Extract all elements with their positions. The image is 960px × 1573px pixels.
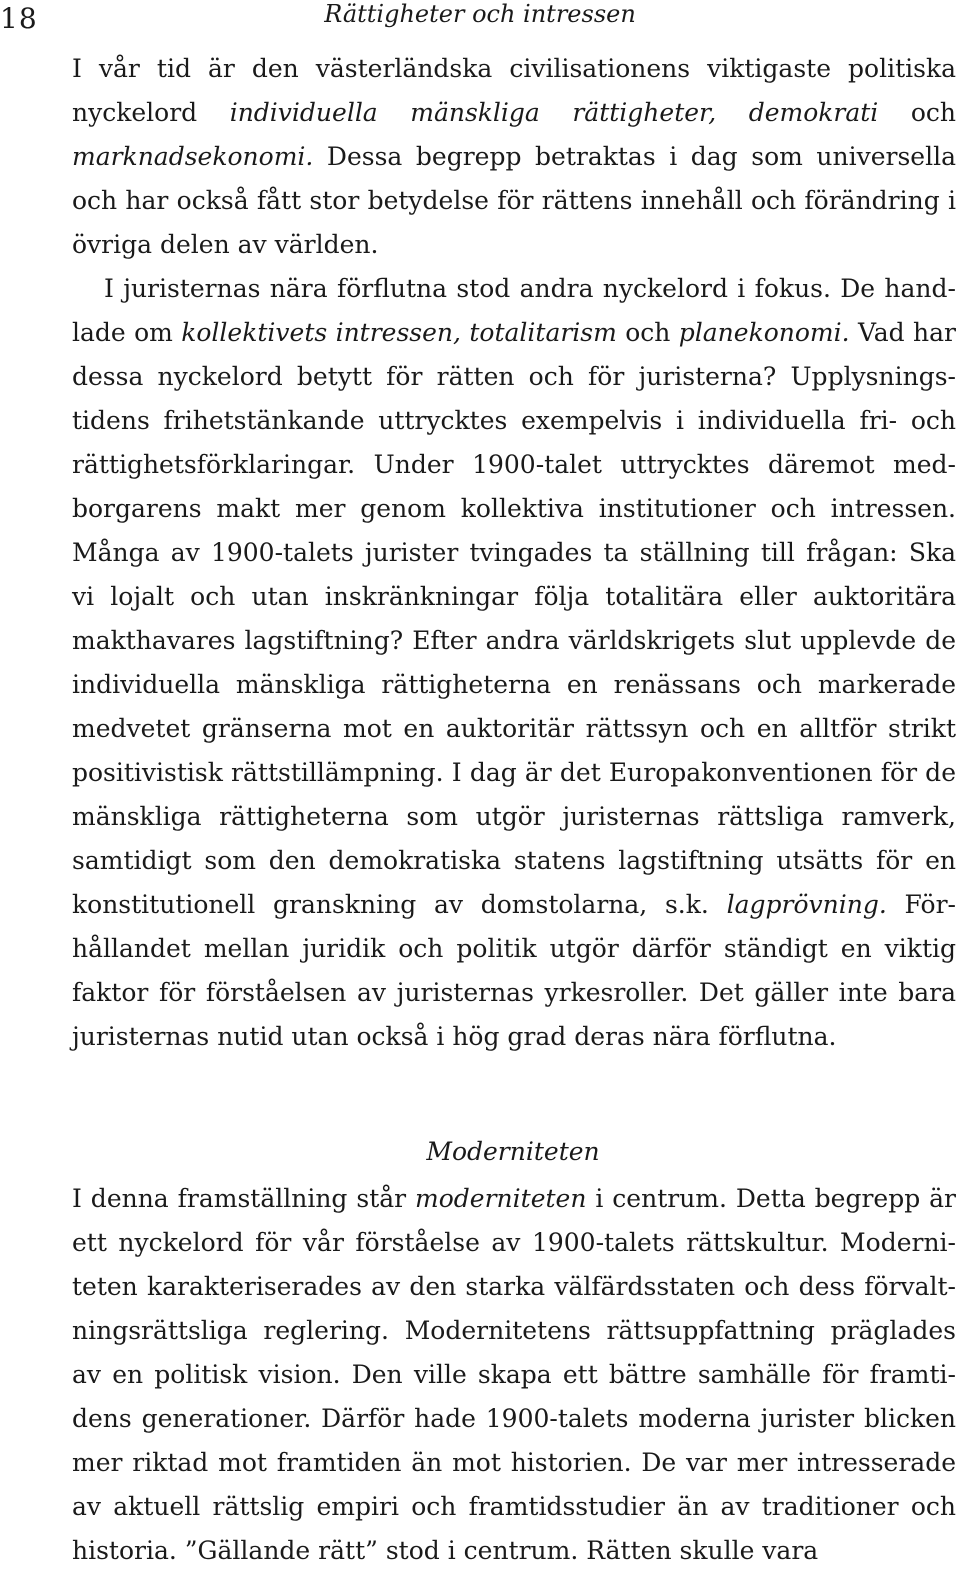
paragraph-intro — [72, 47, 956, 267]
text-run: och — [878, 98, 956, 127]
emphasis-run: individuella mänskliga rättigheter, demokrati — [229, 98, 879, 127]
body-text-bottom — [72, 1177, 956, 1573]
emphasis-run: lagprövning. — [726, 890, 887, 919]
text-run: och — [616, 318, 679, 347]
paragraph-modernity — [72, 1177, 956, 1573]
emphasis-run: marknadsekonomi. — [72, 142, 314, 171]
text-run: Vad har dessa nyckelord betytt för rätten och för juristerna? Upplysningstidens frihetstänkande uttrycktes exempelvis i individuella fri- och rättighetsförklaringar. Under 1900-talet uttrycktes däremot medborgarens makt mer genom kollektiva institutioner och intressen. Många av 1900-talets jurister tvingades ta ställning till frågan: Ska vi lojalt och utan inskränkningar följa totalitära eller auktoritära makthavares lagstiftning? Efter andra världskrigets slut upplevde de individuella mänskliga rättigheterna en renässans och markerade medvetet gränserna mot en auktoritär rättssyn och en alltför strikt positivistisk rättstillämpning. I dag är det Europakonventionen för de mänskliga rättigheterna som utgör juristernas rättsliga ramverk, samtidigt som den demokratiska statens lagstiftning utsätts för en konstitutionell granskning av domstolarna, s.k. — [72, 318, 956, 919]
text-run: I juristernas nära förflutna stod andra nyckelord i fokus. De handlade om — [72, 274, 956, 347]
text-run: i centrum. Detta begrepp är ett nyckelord för vår förståelse av 1900-talets rättskultur. Moderniteten karakteriserades av den starka välfärdsstaten och dess förvaltningsrättsliga reglering. Modernitetens rättsuppfattning präglades av en politisk vision. Den ville skapa ett bättre samhälle för framtidens generationer. Därför hade 1900-talets moderna jurister blicken mer riktad mot framtiden än mot historien. De var mer intresserade av aktuell rättslig empiri och framtidsstudier än av traditioner och historia. ”Gällande rätt” stod i centrum. Rätten skulle vara — [72, 1184, 957, 1565]
text-run: I vår tid är den västerländska civilisationens viktigaste politiska nyckelord — [72, 54, 956, 127]
emphasis-run: kollektivets intressen, totalitarism — [181, 318, 617, 347]
body-text-top — [72, 47, 956, 1059]
paragraph-history — [72, 267, 956, 1059]
page-number: 18 — [0, 2, 38, 35]
running-header: Rättigheter och intressen — [324, 0, 636, 28]
emphasis-run: moderniteten — [415, 1184, 587, 1213]
emphasis-run: planekonomi. — [678, 318, 850, 347]
text-run: I denna framställning står — [72, 1184, 416, 1213]
section-heading: Moderniteten — [426, 1137, 600, 1166]
text-run: Dessa begrepp betraktas i dag som universella och har också fått stor betydelse för rättens innehåll och förändring i övriga delen av världen. — [72, 142, 956, 259]
text-run: Förhållandet mellan juridik och politik utgör därför ständigt en viktig faktor för förståelsen av juristernas yrkesroller. Det gäller inte bara juristernas nutid utan också i hög grad deras nära förflutna. — [72, 890, 956, 1051]
